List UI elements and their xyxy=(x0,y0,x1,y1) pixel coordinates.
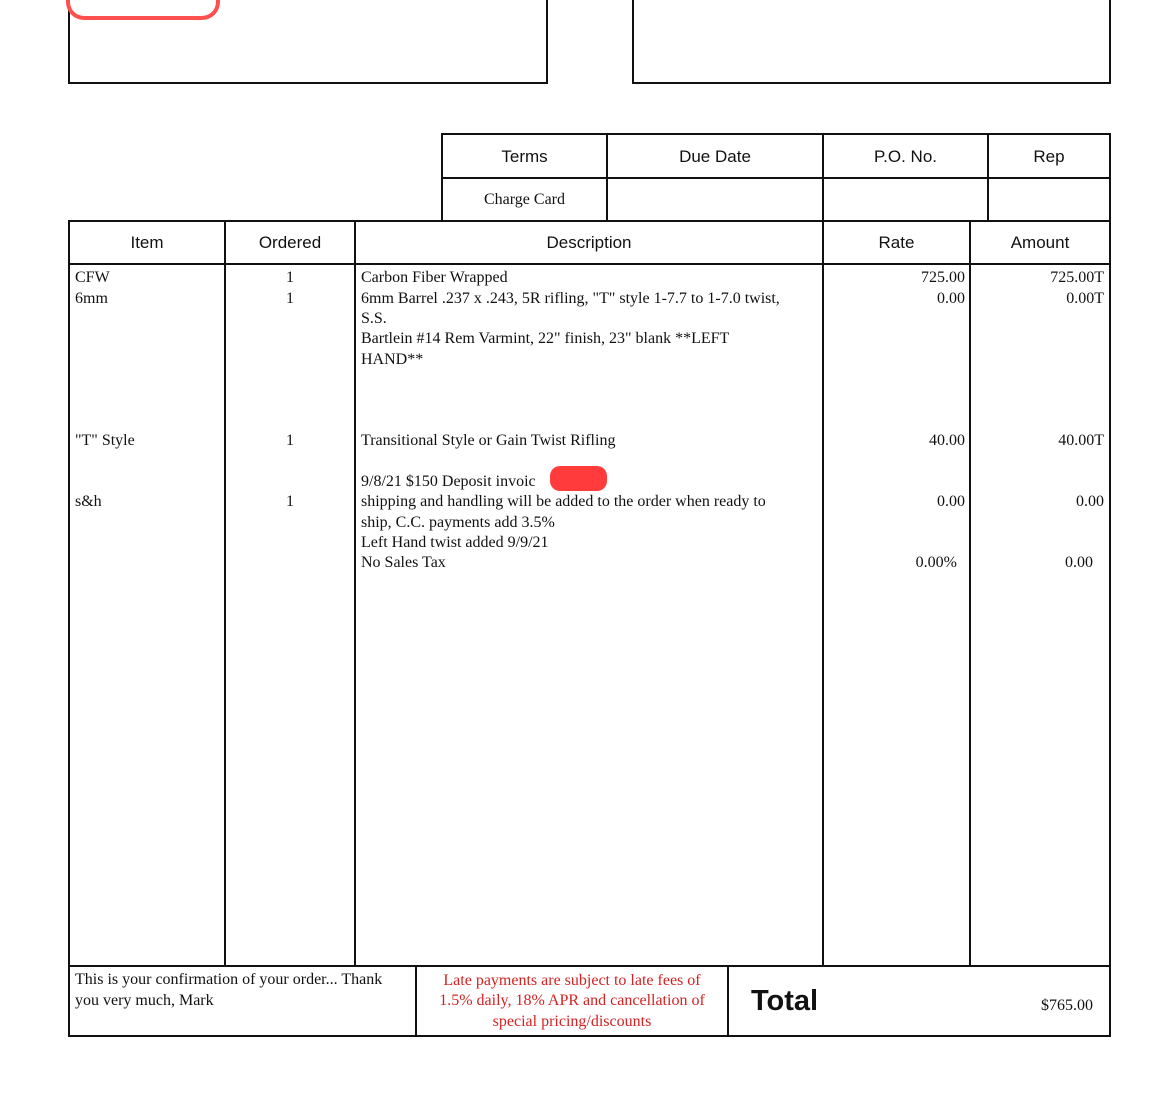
redacted-mark xyxy=(66,0,220,20)
item-column-header: Item xyxy=(130,233,164,252)
table-row-item: 6mm xyxy=(75,290,108,307)
confirmation-message: you very much, Mark xyxy=(75,992,214,1009)
description-line: shipping and handling will be added to the order when ready to xyxy=(361,493,766,510)
table-row-amount: 0.00 xyxy=(1065,554,1093,571)
table-row-item: s&h xyxy=(75,493,102,510)
rate-column-header: Rate xyxy=(878,233,915,252)
po-number-label: P.O. No. xyxy=(874,147,937,166)
table-row-ordered: 1 xyxy=(286,290,294,307)
rep-label: Rep xyxy=(1033,147,1065,166)
table-row-ordered: 1 xyxy=(286,432,294,449)
table-row-ordered: 1 xyxy=(286,269,294,286)
table-row-rate: 0.00 xyxy=(937,290,965,307)
description-line: ship, C.C. payments add 3.5% xyxy=(361,514,555,531)
total-label: Total xyxy=(751,985,819,1017)
late-payment-notice: Late payments are subject to late fees of xyxy=(443,972,701,989)
table-row-amount: 0.00 xyxy=(1076,493,1104,510)
description-line: S.S. xyxy=(361,310,387,327)
late-payment-notice: 1.5% daily, 18% APR and cancellation of xyxy=(439,992,705,1009)
redaction-scribble xyxy=(550,466,607,491)
table-row-rate: 0.00% xyxy=(915,554,957,571)
terms-value: Charge Card xyxy=(483,191,565,208)
description-line: Transitional Style or Gain Twist Rifling xyxy=(361,432,616,449)
confirmation-message: This is your confirmation of your order... Thank xyxy=(75,971,383,988)
table-row-item: CFW xyxy=(75,269,110,286)
table-row-amount: 725.00T xyxy=(1050,269,1104,286)
table-row-amount: 40.00T xyxy=(1058,432,1104,449)
description-line: HAND** xyxy=(361,351,424,368)
amount-column-header: Amount xyxy=(1010,233,1070,252)
description-column-header: Description xyxy=(546,233,632,252)
description-line: Bartlein #14 Rem Varmint, 22" finish, 23" blank **LEFT xyxy=(361,330,730,347)
table-row-item: "T" Style xyxy=(75,432,135,449)
total-amount: $765.00 xyxy=(1041,997,1093,1014)
terms-label: Terms xyxy=(501,147,548,166)
description-line: 6mm Barrel .237 x .243, 5R rifling, "T" style 1-7.7 to 1-7.0 twist, xyxy=(361,290,780,307)
description-line: 9/8/21 $150 Deposit invoic xyxy=(361,473,536,490)
ship-to-box xyxy=(632,0,1111,84)
description-line: No Sales Tax xyxy=(361,554,446,571)
late-payment-notice: special pricing/discounts xyxy=(492,1013,652,1030)
table-row-amount: 0.00T xyxy=(1066,290,1104,307)
description-line: Left Hand twist added 9/9/21 xyxy=(361,534,549,551)
table-row-rate: 0.00 xyxy=(937,493,965,510)
ordered-column-header: Ordered xyxy=(258,233,322,252)
table-row-ordered: 1 xyxy=(286,493,294,510)
table-row-rate: 40.00 xyxy=(929,432,965,449)
description-line: Carbon Fiber Wrapped xyxy=(361,269,508,286)
table-row-rate: 725.00 xyxy=(921,269,965,286)
due-date-label: Due Date xyxy=(679,147,751,166)
